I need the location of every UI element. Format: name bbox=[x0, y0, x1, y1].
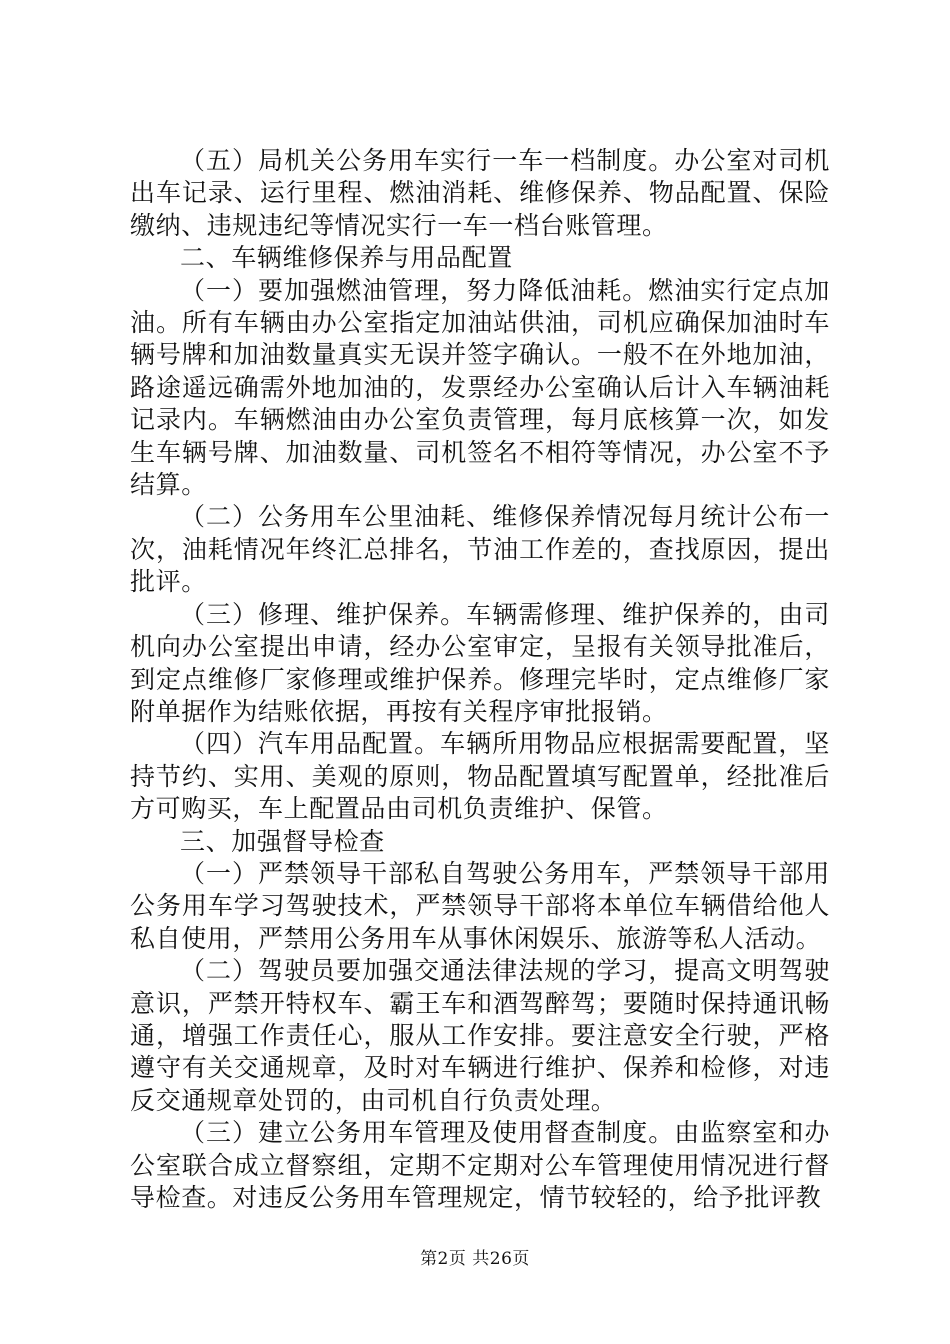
page-number-footer: 第2页 共26页 bbox=[420, 1249, 530, 1269]
paragraph-fuel-management: （一）要加强燃油管理，努力降低油耗。燃油实行定点加油。所有车辆由办公室指定加油站供油，司机应确保加油时车辆号牌和加油数量真实无误并签字确认。一般不在外地加油，路途遥远确需外地加油的，发票经办公室确认后计入车辆油耗记录内。车辆燃油由办公室负责管理，每月底核算一次，如发生车辆号牌、加油数量、司机签名不相符等情况，办公室不予结算。 bbox=[130, 275, 830, 500]
paragraph-fuel-statistics: （二）公务用车公里油耗、维修保养情况每月统计公布一次，油耗情况年终汇总排名，节油工作差的，查找原因，提出批评。 bbox=[130, 502, 830, 597]
paragraph-supplies: （四）汽车用品配置。车辆所用物品应根据需要配置，坚持节约、实用、美观的原则，物品配置填写配置单，经批准后方可购买，车上配置品由司机负责维护、保管。 bbox=[130, 729, 830, 824]
paragraph-drivers: （二）驾驶员要加强交通法律法规的学习，提高文明驾驶意识，严禁开特权车、霸王车和酒驾醉驾；要随时保持通讯畅通，增强工作责任心，服从工作安排。要注意安全行驶，严格遵守有关交通规章，及时对车辆进行维护、保养和检修，对违反交通规章处罚的，由司机自行负责处理。 bbox=[130, 956, 830, 1115]
paragraph-repair: （三）修理、维护保养。车辆需修理、维护保养的，由司机向办公室提出申请，经办公室审定，呈报有关领导批准后，到定点维修厂家修理或维护保养。修理完毕时，定点维修厂家附单据作为结账依据，再按有关程序审批报销。 bbox=[130, 599, 830, 726]
document-body bbox=[130, 145, 830, 1214]
paragraph-vehicle-file: （五）局机关公务用车实行一车一档制度。办公室对司机出车记录、运行里程、燃油消耗、维修保养、物品配置、保险缴纳、违规违纪等情况实行一车一档台账管理。 bbox=[130, 146, 830, 240]
section-heading-inspection: 三、加强督导检查 bbox=[180, 826, 385, 856]
paragraph-supervision: （三）建立公务用车管理及使用督查制度。由监察室和办公室联合成立督察组，定期不定期对公车管理使用情况进行督导检查。对违反公务用车管理规定，情节较轻的，给予批评教 bbox=[130, 1118, 830, 1212]
section-heading-maintenance: 二、车辆维修保养与用品配置 bbox=[180, 243, 513, 273]
paragraph-prohibitions: （一）严禁领导干部私自驾驶公务用车，严禁领导干部用公务用车学习驾驶技术，严禁领导干部将本单位车辆借给他人私自使用，严禁用公务用车从事休闲娱乐、旅游等私人活动。 bbox=[130, 858, 830, 953]
